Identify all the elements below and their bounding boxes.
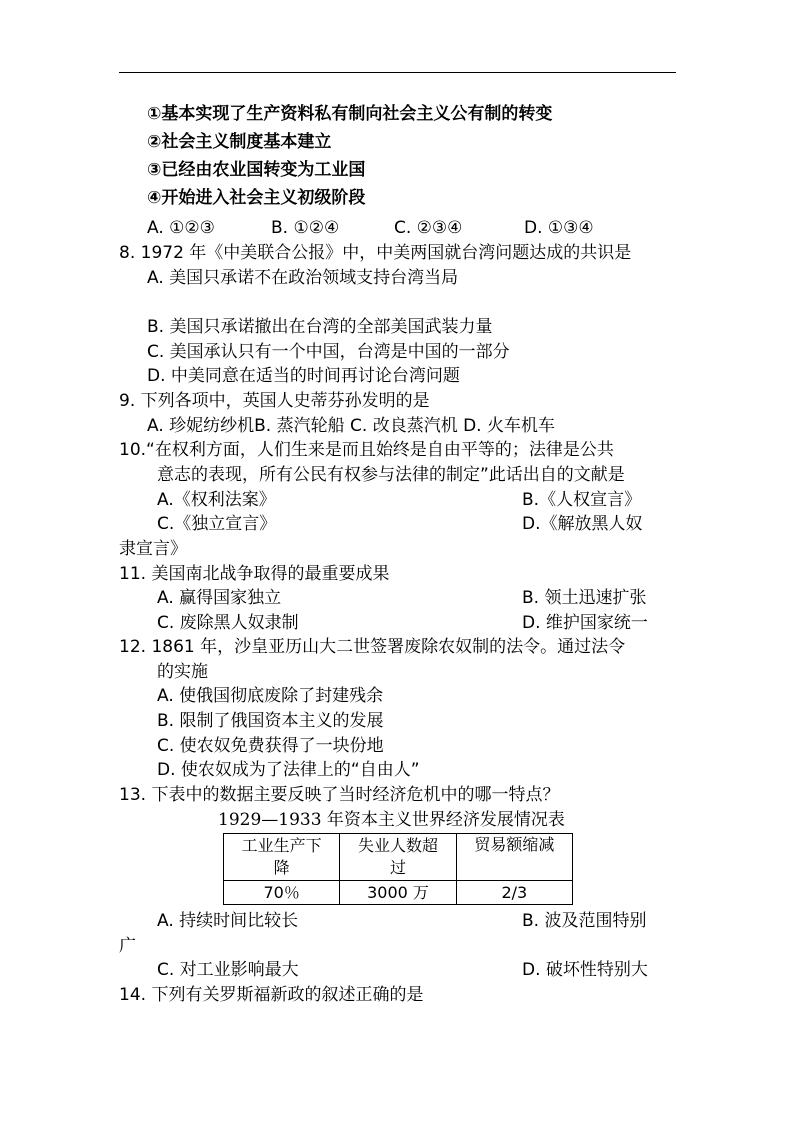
- q13-option-a: A. 持续时间比较长: [157, 911, 299, 931]
- q11-option-c: C. 废除黑人奴隶制: [157, 613, 299, 633]
- q9-options: A. 珍妮纺纱机B. 蒸汽轮船 C. 改良蒸汽机 D. 火车机车: [147, 416, 555, 436]
- q7-option-c: C. ②③④: [394, 218, 463, 238]
- q13-data-table: [223, 833, 573, 905]
- q12-option-c: C. 使农奴免费获得了一块份地: [157, 736, 384, 756]
- q7-statement-1: ①基本实现了生产资料私有制向社会主义公有制的转变: [147, 104, 553, 124]
- q12-stem-line1: 12. 1861 年，沙皇亚历山大二世签署废除农奴制的法令。通过法令: [119, 637, 626, 657]
- q7-option-d: D. ①③④: [524, 218, 594, 238]
- q8-option-a: A. 美国只承诺不在政治领域支持台湾当局: [147, 268, 459, 288]
- table-row: [224, 881, 573, 905]
- q11-option-a: A. 赢得国家独立: [157, 588, 282, 608]
- q8-option-c: C. 美国承认只有一个中国，台湾是中国的一部分: [147, 342, 510, 362]
- q13-option-d: D. 破坏性特别大: [522, 960, 648, 980]
- q8-option-b: B. 美国只承诺撤出在台湾的全部美国武装力量: [147, 317, 493, 337]
- q10-stem-line2: 意志的表现，所有公民有权参与法律的制定”此话出自的文献是: [157, 465, 625, 485]
- q13-table-caption: 1929—1933 年资本主义世界经济发展情况表: [218, 810, 565, 830]
- q13-option-b-wrap: 广: [119, 936, 136, 956]
- q13-option-c: C. 对工业影响最大: [157, 960, 299, 980]
- q8-option-d: D. 中美同意在适当的时间再讨论台湾问题: [147, 366, 460, 386]
- q11-stem: 11. 美国南北战争取得的最重要成果: [119, 564, 390, 584]
- table-header-text: 失业人数超: [357, 836, 438, 855]
- table-header-cell: [456, 834, 572, 881]
- q13-stem: 13. 下表中的数据主要反映了当时经济危机中的哪一特点？: [119, 785, 560, 805]
- q12-option-b: B. 限制了俄国资本主义的发展: [157, 711, 384, 731]
- q12-option-a: A. 使俄国彻底废除了封建残余: [157, 686, 384, 706]
- q10-stem-line1: 10.“在权利方面，人们生来是而且始终是自由平等的；法律是公共: [119, 440, 614, 460]
- q13-option-b: B. 波及范围特别: [522, 911, 647, 931]
- table-header-row: [224, 834, 573, 881]
- table-header-text: 过: [389, 858, 406, 877]
- q10-option-d: D.《解放黑人奴: [522, 514, 643, 534]
- q10-option-a: A.《权利法案》: [157, 490, 276, 510]
- q12-stem-line2: 的实施: [157, 662, 208, 682]
- table-header-text: 贸易额缩减: [474, 835, 555, 854]
- q10-option-b: B.《人权宣言》: [522, 490, 642, 510]
- table-cell: 70％: [224, 881, 340, 905]
- q7-statement-3: ③已经由农业国转变为工业国: [147, 160, 366, 180]
- header-rule: [119, 72, 676, 73]
- q11-option-b: B. 领土迅速扩张: [522, 588, 647, 608]
- table-header-cell: [224, 834, 340, 881]
- q7-option-a: A. ①②③: [147, 218, 215, 238]
- q7-statement-4: ④开始进入社会主义初级阶段: [147, 188, 366, 208]
- table-header-text: 降: [273, 858, 290, 877]
- q14-stem: 14. 下列有关罗斯福新政的叙述正确的是: [119, 985, 424, 1005]
- q10-option-c: C.《独立宣言》: [157, 514, 277, 534]
- table-cell: 3000 万: [340, 881, 456, 905]
- table-header-text: 工业生产下: [241, 836, 322, 855]
- q11-option-d: D. 维护国家统一: [522, 613, 648, 633]
- q12-option-d: D. 使农奴成为了法律上的“自由人”: [157, 760, 420, 780]
- q7-statement-2: ②社会主义制度基本建立: [147, 132, 332, 152]
- table-cell: 2/3: [456, 881, 572, 905]
- q8-stem: 8. 1972 年《中美联合公报》中，中美两国就台湾问题达成的共识是: [119, 243, 632, 263]
- q7-option-b: B. ①②④: [271, 218, 340, 238]
- table-header-cell: [340, 834, 456, 881]
- q10-option-d-wrap: 隶宣言》: [119, 539, 187, 559]
- q9-stem: 9. 下列各项中，英国人史蒂芬孙发明的是: [119, 391, 430, 411]
